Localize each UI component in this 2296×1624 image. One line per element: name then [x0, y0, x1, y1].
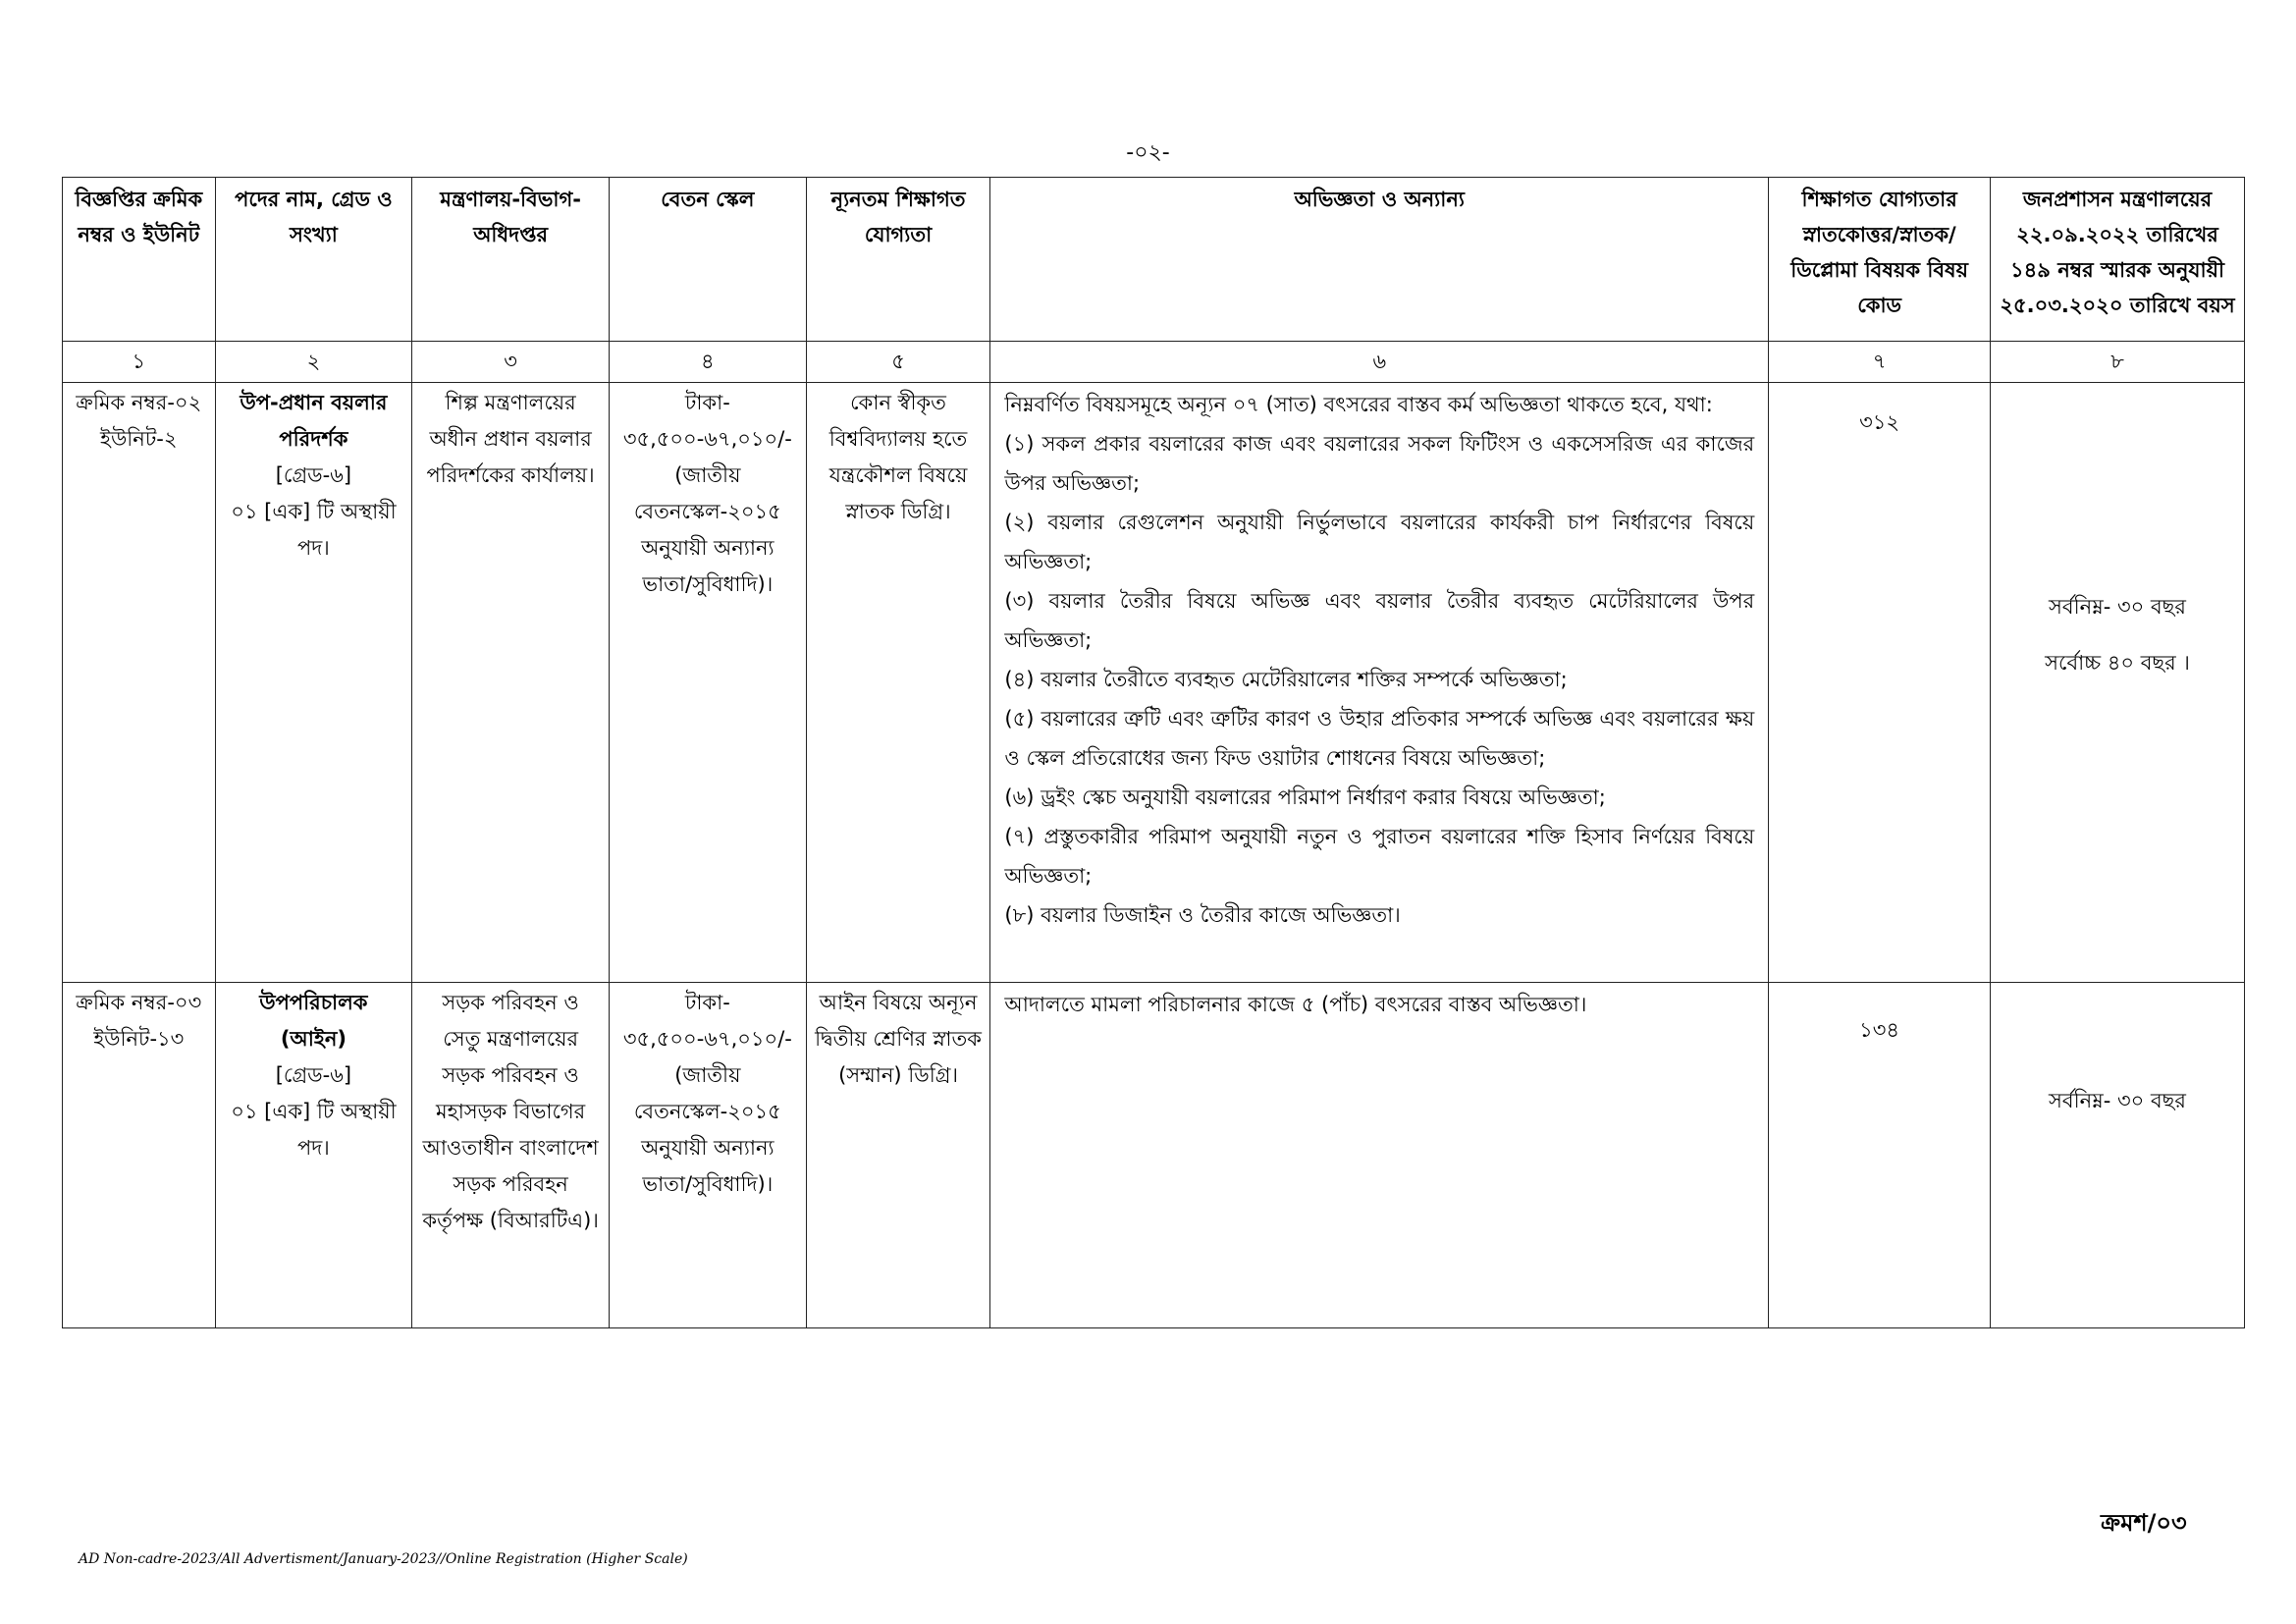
subject-code-cell — [1769, 983, 1991, 1328]
column-number: ৬ — [990, 342, 1769, 383]
experience-cell — [990, 383, 1769, 983]
experience-item: (৪) বয়লার তৈরীতে ব্যবহৃত মেটেরিয়ালের শক্তির সম্পর্কে অভিজ্ঞতা; — [1004, 668, 1568, 691]
header-ministry: মন্ত্রণালয়-বিভাগ-অধিদপ্তর — [412, 178, 610, 342]
experience-item: (৭) প্রস্তুতকারীর পরিমাপ অনুযায়ী নতুন ও পুরাতন বয়লারের শক্তি হিসাব নির্ণয়ের বিষয়ে অভিজ্ঞতা; — [1004, 825, 1755, 888]
header-salary: বেতন স্কেল — [609, 178, 806, 342]
serial-cell: ক্রমিক নম্বর-০২ ইউনিট-২ — [63, 383, 216, 983]
salary-cell: টাকা- ৩৫,৫০০-৬৭,০১০/- (জাতীয় বেতনস্কেল-২০১৫ অনুযায়ী অন্যান্য ভাতা/সুবিধাদি)। — [609, 983, 806, 1328]
header-serial: বিজ্ঞপ্তির ক্রমিক নম্বর ও ইউনিট — [63, 178, 216, 342]
post-cell — [215, 983, 412, 1328]
post-title: উপ-প্রধান বয়লার পরিদর্শক — [240, 391, 388, 451]
column-number: ১ — [63, 342, 216, 383]
experience-item: (৫) বয়লারের ত্রুটি এবং ত্রুটির কারণ ও উহার প্রতিকার সম্পর্কে অভিজ্ঞ এবং বয়লারের ক্ষয় ও স্কেল প্রতিরোধের জন্য ফিড ওয়াটার শোধনের বিষয়ে অভিজ্ঞতা; — [1004, 707, 1755, 770]
experience-item: আদালতে মামলা পরিচালনার কাজে ৫ (পাঁচ) বৎসরের বাস্তব অভিজ্ঞতা। — [1004, 993, 1587, 1016]
post-title: উপপরিচালক (আইন) — [259, 991, 368, 1051]
subject-code-cell — [1769, 383, 1991, 983]
experience-item: (১) সকল প্রকার বয়লারের কাজ এবং বয়লারের সকল ফিটিংস ও একসেসরিজ এর কাজের উপর অভিজ্ঞতা; — [1004, 432, 1755, 495]
ministry-cell: শিল্প মন্ত্রণালয়ের অধীন প্রধান বয়লার পরিদর্শকের কার্যালয়। — [412, 383, 610, 983]
post-count: ০১ [এক] টি অস্থায়ী পদ। — [231, 500, 397, 560]
experience-item: (২) বয়লার রেগুলেশন অনুযায়ী নির্ভুলভাবে বয়লারের কার্যকরী চাপ নির্ধারণের বিষয়ে অভিজ্ঞতা; — [1004, 511, 1755, 573]
recruitment-table — [62, 177, 2245, 1328]
page-number: -০২- — [1126, 140, 1170, 165]
column-number: ৪ — [609, 342, 806, 383]
footer-note: AD Non-cadre-2023/All Advertisment/January-2023//Online Registration (Higher Scale) — [79, 1551, 688, 1567]
header-subject-code: শিক্ষাগত যোগ্যতার স্নাতকোত্তর/স্নাতক/ ডিপ্লোমা বিষয়ক বিষয় কোড — [1769, 178, 1991, 342]
header-age: জনপ্রশাসন মন্ত্রণালয়ের ২২.০৯.২০২২ তারিখের ১৪৯ নম্বর স্মারক অনুযায়ী ২৫.০৩.২০২০ তারিখে বয়স — [1991, 178, 2245, 342]
header-row — [63, 178, 2245, 342]
salary-cell: টাকা- ৩৫,৫০০-৬৭,০১০/- (জাতীয় বেতনস্কেল-২০১৫ অনুযায়ী অন্যান্য ভাতা/সুবিধাদি)। — [609, 383, 806, 983]
post-grade: [গ্রেড-৬] — [275, 463, 352, 487]
age-min: সর্বনিম্ন- ৩০ বছর — [2049, 595, 2186, 619]
column-number: ৭ — [1769, 342, 1991, 383]
continued-label: ক্রমশ/০৩ — [2101, 1509, 2187, 1537]
header-education: ন্যূনতম শিক্ষাগত যোগ্যতা — [806, 178, 990, 342]
education-cell: কোন স্বীকৃত বিশ্ববিদ্যালয় হতে যন্ত্রকৌশল বিষয়ে স্নাতক ডিগ্রি। — [806, 383, 990, 983]
column-number: ৮ — [1991, 342, 2245, 383]
table-row — [63, 983, 2245, 1328]
header-post: পদের নাম, গ্রেড ও সংখ্যা — [215, 178, 412, 342]
column-number: ৫ — [806, 342, 990, 383]
post-count: ০১ [এক] টি অস্থায়ী পদ। — [231, 1100, 397, 1160]
education-cell: আইন বিষয়ে অন্যূন দ্বিতীয় শ্রেণির স্নাতক (সম্মান) ডিগ্রি। — [806, 983, 990, 1328]
subject-code: ১৩৪ — [1859, 1018, 1900, 1042]
experience-item: নিম্নবর্ণিত বিষয়সমূহে অন্যূন ০৭ (সাত) বৎসরের বাস্তব কর্ম অভিজ্ঞতা থাকতে হবে, যথা: — [1004, 393, 1713, 416]
column-number: ২ — [215, 342, 412, 383]
subject-code: ৩১২ — [1859, 410, 1900, 434]
age-max: সর্বোচ্চ ৪০ বছর । — [2045, 651, 2190, 675]
post-cell — [215, 383, 412, 983]
ministry-cell: সড়ক পরিবহন ও সেতু মন্ত্রণালয়ের সড়ক পরিবহন ও মহাসড়ক বিভাগের আওতাধীন বাংলাদেশ সড়ক পরিবহন কর্তৃপক্ষ (বিআরটিএ)। — [412, 983, 610, 1328]
column-number: ৩ — [412, 342, 610, 383]
experience-item: (৬) ড্রইং স্কেচ অনুযায়ী বয়লারের পরিমাপ নির্ধারণ করার বিষয়ে অভিজ্ঞতা; — [1004, 785, 1606, 809]
column-number-row — [63, 342, 2245, 383]
experience-item: (৮) বয়লার ডিজাইন ও তৈরীর কাজে অভিজ্ঞতা। — [1004, 903, 1401, 927]
post-grade: [গ্রেড-৬] — [275, 1063, 352, 1087]
age-cell — [1991, 383, 2245, 983]
serial-cell: ক্রমিক নম্বর-০৩ ইউনিট-১৩ — [63, 983, 216, 1328]
header-experience: অভিজ্ঞতা ও অন্যান্য — [990, 178, 1769, 342]
experience-cell — [990, 983, 1769, 1328]
table-row — [63, 383, 2245, 983]
age-cell — [1991, 983, 2245, 1328]
experience-item: (৩) বয়লার তৈরীর বিষয়ে অভিজ্ঞ এবং বয়লার তৈরীর ব্যবহৃত মেটেরিয়ালের উপর অভিজ্ঞতা; — [1004, 589, 1755, 652]
age-min: সর্বনিম্ন- ৩০ বছর — [2049, 1089, 2186, 1112]
